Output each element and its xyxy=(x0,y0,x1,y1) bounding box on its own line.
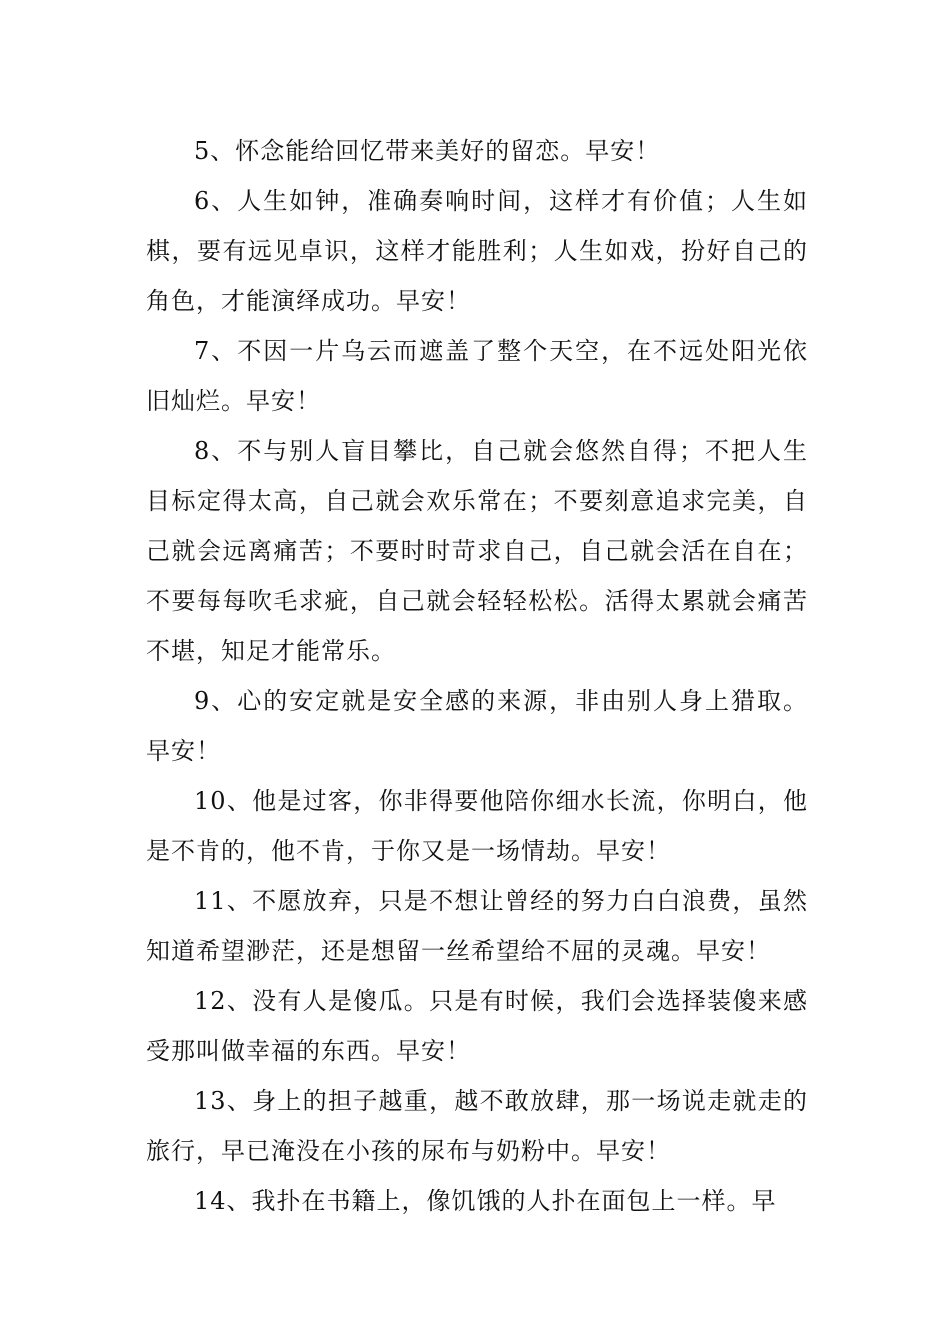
paragraph-6: 6、人生如钟，准确奏响时间，这样才有价值；人生如棋，要有远见卓识，这样才能胜利；人生如戏，扮好自己的角色，才能演绎成功。早安！ xyxy=(146,187,808,315)
paragraph-9: 9、心的安定就是安全感的来源，非由别人身上猎取。早安！ xyxy=(146,687,808,765)
paragraph-13: 13、身上的担子越重，越不敢放肆，那一场说走就走的旅行，早已淹没在小孩的尿布与奶粉中。早安！ xyxy=(146,1087,808,1165)
paragraph-12: 12、没有人是傻瓜。只是有时候，我们会选择装傻来感受那叫做幸福的东西。早安！ xyxy=(146,987,808,1065)
paragraph-5: 5、怀念能给回忆带来美好的留恋。早安！ xyxy=(194,137,661,165)
paragraph-14: 14、我扑在书籍上，像饥饿的人扑在面包上一样。早 xyxy=(194,1187,777,1215)
paragraph-10: 10、他是过客，你非得要他陪你细水长流，你明白，他是不肯的，他不肯，于你又是一场情劫。早安！ xyxy=(146,787,808,865)
paragraph-7: 7、不因一片乌云而遮盖了整个天空，在不远处阳光依旧灿烂。早安！ xyxy=(146,337,808,415)
paragraph-8: 8、不与别人盲目攀比，自己就会悠然自得；不把人生目标定得太高，自己就会欢乐常在；不要刻意追求完美，自己就会远离痛苦；不要时时苛求自己，自己就会活在自在；不要每每吹毛求疵，自己就会轻轻松松。活得太累就会痛苦不堪，知足才能常乐。 xyxy=(146,437,808,665)
paragraph-11: 11、不愿放弃，只是不想让曾经的努力白白浪费，虽然知道希望渺茫，还是想留一丝希望给不屈的灵魂。早安！ xyxy=(146,887,808,965)
document-body xyxy=(146,126,808,1226)
